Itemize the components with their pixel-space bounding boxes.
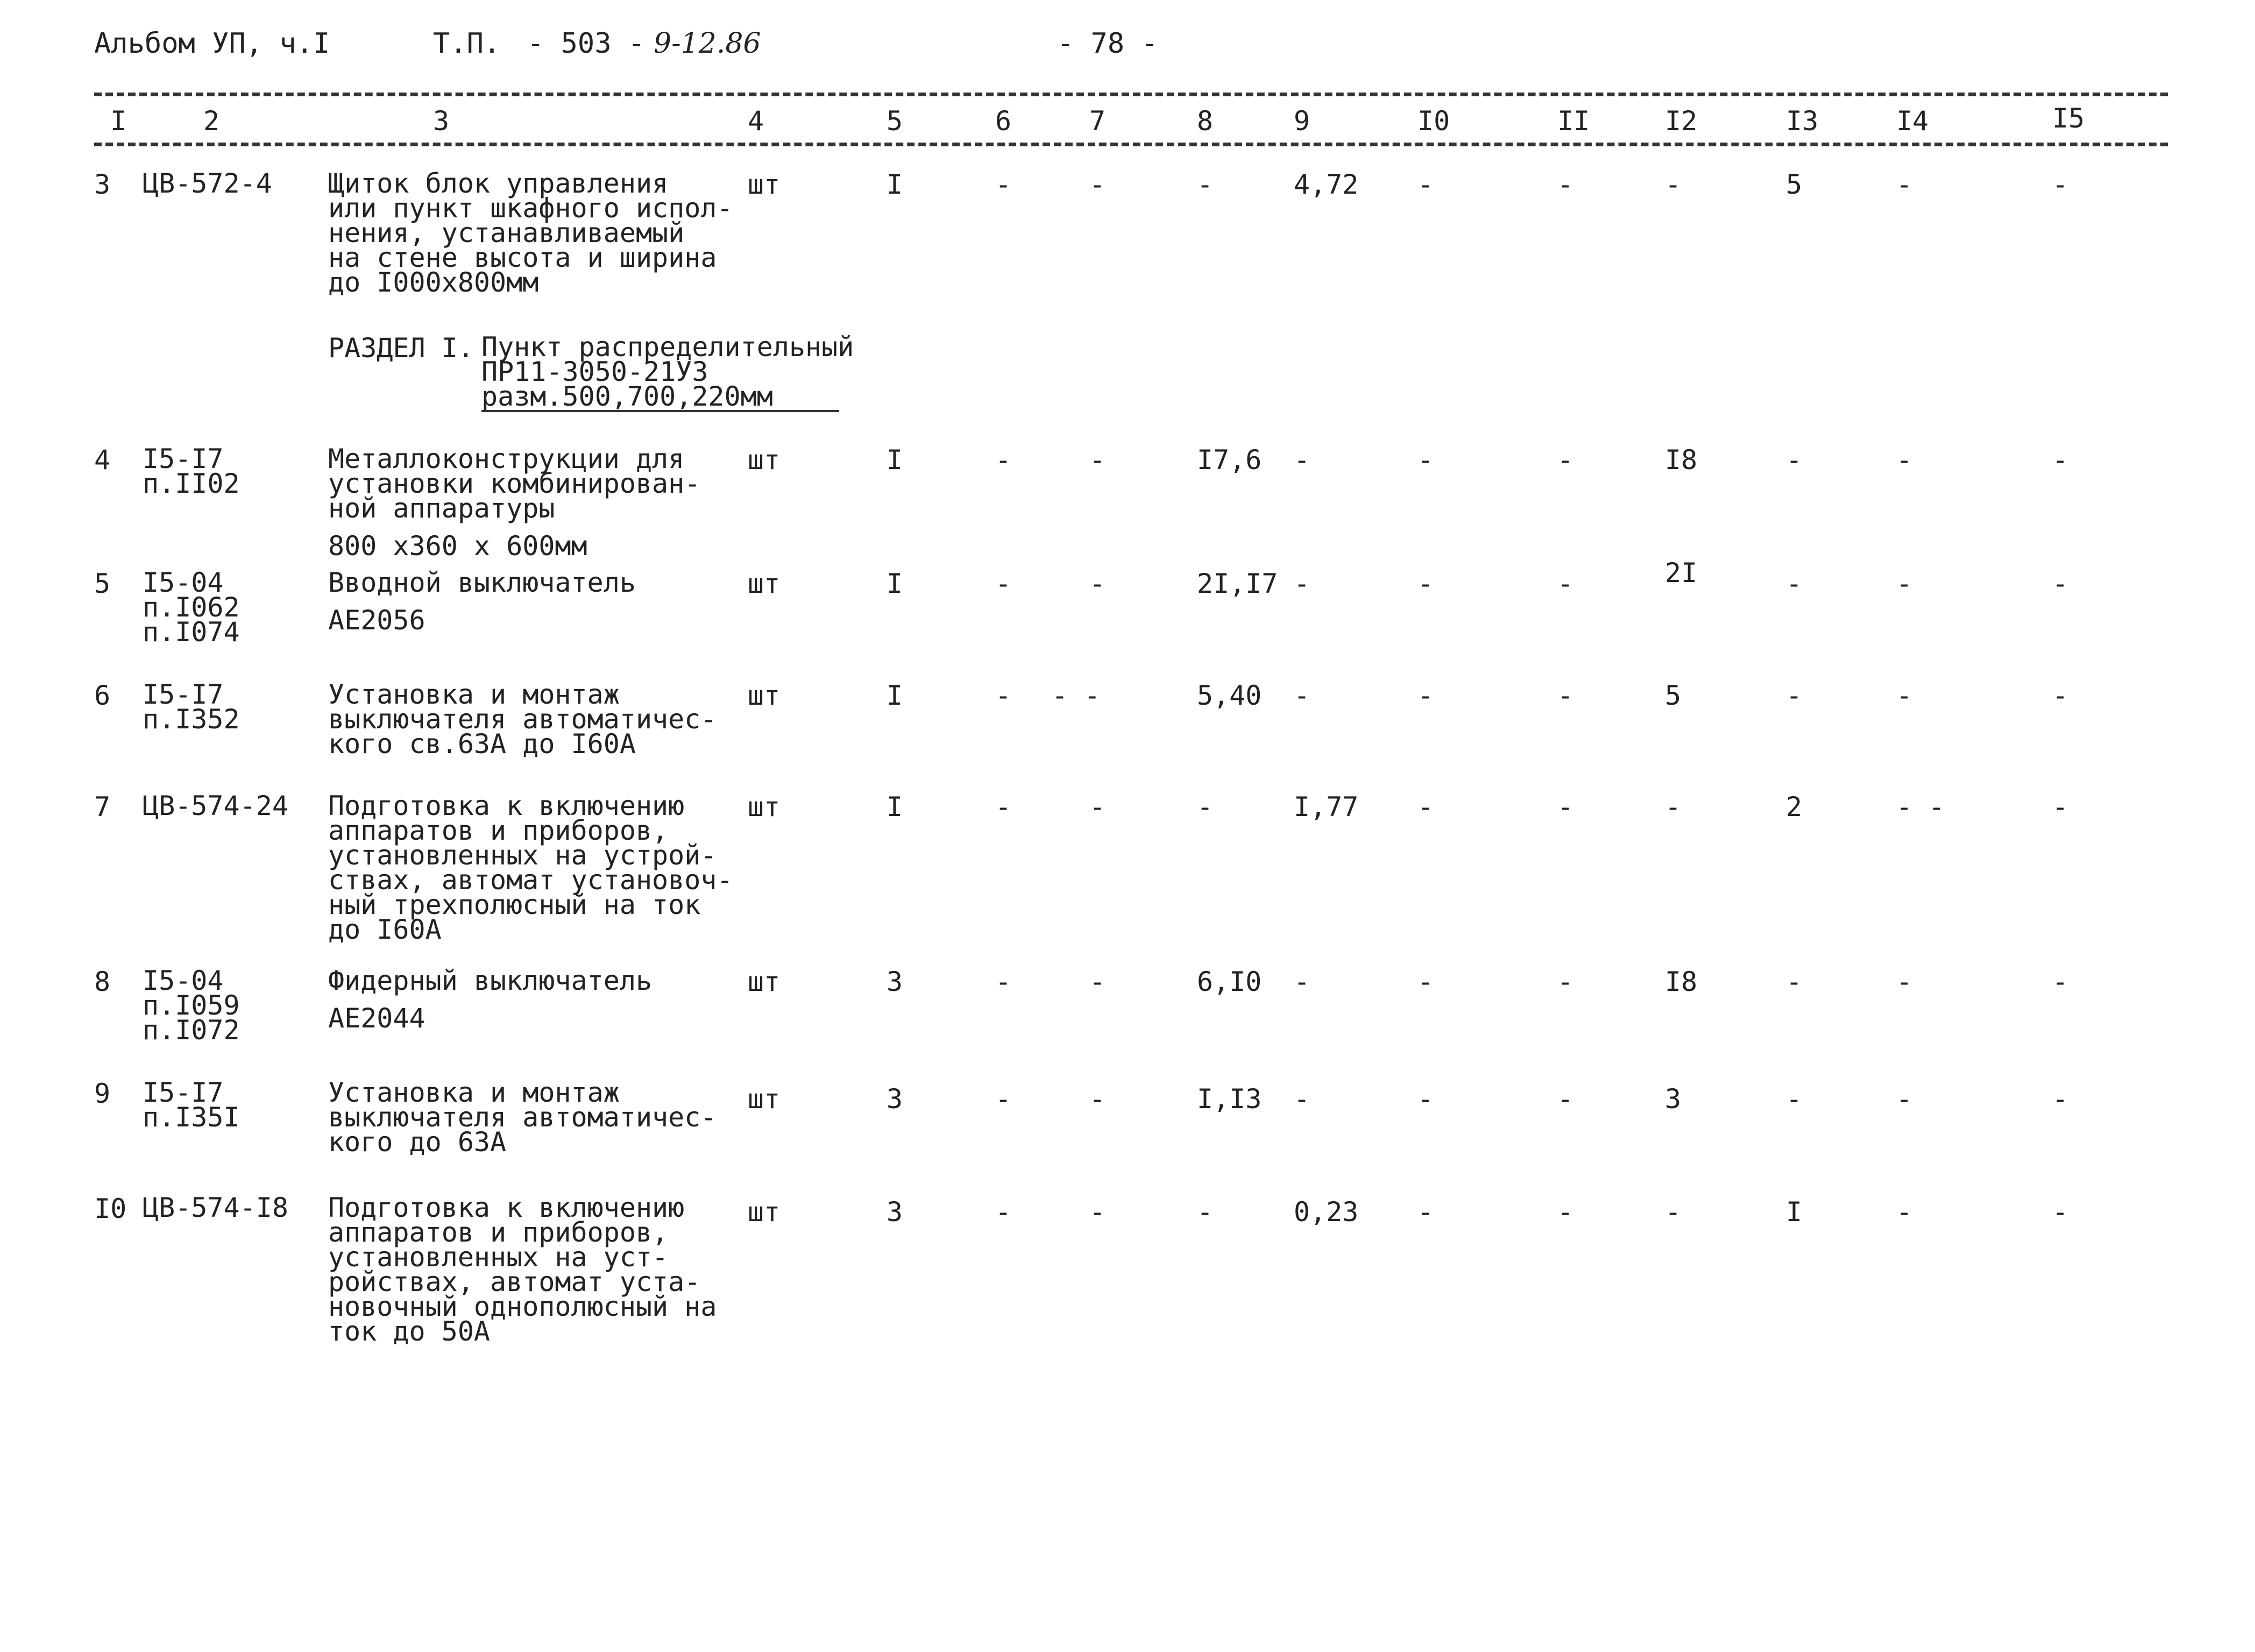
row-col10: - (1417, 966, 1434, 997)
row-col10: - (1417, 791, 1434, 823)
col-header-11: II (1557, 105, 1590, 137)
row-col8: 5,40 (1197, 680, 1262, 711)
col-header-10: I0 (1417, 105, 1450, 137)
row-col15: - (2052, 680, 2069, 711)
row-quantity: I (887, 680, 903, 711)
row-code: I5-04 п.I059 п.I072 (143, 965, 240, 1046)
col-header-6: 6 (995, 105, 1012, 137)
row-unit: шт (748, 680, 781, 711)
row-col12: I8 (1665, 966, 1698, 997)
row-col9: - (1294, 1083, 1310, 1115)
row-col13: - (1786, 966, 1803, 997)
row-number: 4 (94, 444, 111, 476)
row-col9: I,77 (1294, 791, 1359, 823)
row-unit: шт (748, 791, 781, 823)
row-col12: 5 (1665, 680, 1682, 711)
row-code: I5-I7 п.I35I (143, 1077, 240, 1133)
row-number: 3 (94, 169, 111, 200)
row-col9: 4,72 (1294, 169, 1359, 200)
row-col14: - (1896, 444, 1913, 476)
header-top-rule (94, 93, 2168, 96)
row-col11: - (1557, 680, 1574, 711)
row-col10: - (1417, 169, 1434, 200)
row-number: 7 (94, 791, 111, 823)
row-col12: 2I (1665, 557, 1698, 589)
row-col12: - (1665, 169, 1682, 200)
row-col12: - (1665, 791, 1682, 823)
row-description: Щиток блок управления или пункт шкафного испол- нения, устанавливаемый на стене высота и ширина до I000x800мм (328, 168, 733, 298)
row-col11: - (1557, 791, 1574, 823)
col-header-14: I4 (1896, 105, 1929, 137)
row-col13: - (1786, 568, 1803, 599)
row-description: Установка и монтаж выключателя автоматичес- кого св.63А до I60А (328, 679, 717, 760)
row-description: Установка и монтаж выключателя автоматичес- кого до 63А (328, 1077, 717, 1158)
album-label: Альбом УП, ч.I (94, 27, 330, 60)
row-col15: - (2052, 1196, 2069, 1228)
row-col10: - (1417, 444, 1434, 476)
row-quantity: I (887, 568, 903, 599)
row-unit: шт (748, 169, 781, 200)
row-col12: 3 (1665, 1083, 1682, 1115)
row-unit: шт (748, 966, 781, 997)
row-col13: 2 (1786, 791, 1803, 823)
row-col7: - (1089, 1083, 1106, 1115)
col-header-13: I3 (1786, 105, 1819, 137)
row-col10: - (1417, 1196, 1434, 1228)
row-description-extra: 800 x360 x 600мм (328, 530, 587, 562)
row-col9: - (1294, 568, 1310, 599)
row-code: ЦВ-574-I8 (143, 1192, 288, 1223)
row-col11: - (1557, 444, 1574, 476)
row-col15: - (2052, 568, 2069, 599)
row-quantity: 3 (887, 1196, 903, 1228)
row-col13: - (1786, 1083, 1803, 1115)
col-header-5: 5 (887, 105, 903, 137)
row-col6: - (995, 1196, 1012, 1228)
row-description: Вводной выключатель (328, 567, 636, 598)
row-quantity: I (887, 169, 903, 200)
row-col13: I (1786, 1196, 1803, 1228)
row-col9: 0,23 (1294, 1196, 1359, 1228)
row-col14: - - (1896, 791, 1945, 823)
row-col8: I7,6 (1197, 444, 1262, 476)
row-col11: - (1557, 966, 1574, 997)
row-col8: - (1197, 169, 1214, 200)
row-col12: I8 (1665, 444, 1698, 476)
col-header-12: I2 (1665, 105, 1698, 137)
row-code: I5-04 п.I062 п.I074 (143, 567, 240, 648)
project-prefix: Т.П. (433, 27, 501, 60)
row-col14: - (1896, 1083, 1913, 1115)
col-header-2: 2 (203, 105, 220, 137)
row-col8: I,I3 (1197, 1083, 1262, 1115)
row-col14: - (1896, 966, 1913, 997)
row-col11: - (1557, 1196, 1574, 1228)
project-number: - 503 - (527, 27, 646, 60)
row-col15: - (2052, 791, 2069, 823)
col-header-1: I (110, 105, 127, 137)
row-col13: 5 (1786, 169, 1803, 200)
row-col12: - (1665, 1196, 1682, 1228)
row-col6: - (995, 1083, 1012, 1115)
row-col11: - (1557, 568, 1574, 599)
row-col15: - (2052, 1083, 2069, 1115)
row-quantity: 3 (887, 1083, 903, 1115)
section-underline (481, 410, 839, 412)
row-col11: - (1557, 1083, 1574, 1115)
row-unit: шт (748, 1196, 781, 1228)
row-col6: - (995, 169, 1012, 200)
row-col8: 2I,I7 (1197, 568, 1278, 599)
row-col13: - (1786, 444, 1803, 476)
row-description: Фидерный выключатель (328, 965, 653, 996)
row-col15: - (2052, 966, 2069, 997)
row-col14: - (1896, 169, 1913, 200)
row-description-extra: АЕ2056 (328, 605, 426, 636)
row-description-extra: АЕ2044 (328, 1003, 426, 1034)
row-unit: шт (748, 1083, 781, 1115)
row-col7: - (1089, 1196, 1106, 1228)
row-col7: - (1089, 791, 1106, 823)
col-header-4: 4 (748, 105, 764, 137)
row-col9: - (1294, 680, 1310, 711)
row-col9: - (1294, 966, 1310, 997)
row-col10: - (1417, 568, 1434, 599)
row-code: I5-I7 п.II02 (143, 443, 240, 499)
row-col6: - (995, 444, 1012, 476)
row-col13: - (1786, 680, 1803, 711)
row-col7: - (1089, 169, 1106, 200)
row-col15: - (2052, 169, 2069, 200)
col-header-8: 8 (1197, 105, 1214, 137)
row-col14: - (1896, 1196, 1913, 1228)
row-description: Металлоконструкции для установки комбинирован- ной аппаратуры (328, 443, 701, 524)
row-number: 8 (94, 966, 111, 997)
row-col9: - (1294, 444, 1310, 476)
row-col7: - (1089, 568, 1106, 599)
row-code: ЦВ-574-24 (143, 790, 288, 821)
col-header-9: 9 (1294, 105, 1310, 137)
row-description: Подготовка к включению аппаратов и приборов, установленных на устрой- ствах, автомат установоч- ный трехполюсный на ток до I60А (328, 790, 733, 945)
section-title: Пункт распределительный ПР11-3050-21У3 разм.500,700,220мм (481, 331, 854, 412)
row-col10: - (1417, 1083, 1434, 1115)
row-col14: - (1896, 680, 1913, 711)
row-code: I5-I7 п.I352 (143, 679, 240, 735)
row-number: 6 (94, 680, 111, 711)
header-bottom-rule (94, 143, 2168, 146)
row-col6: - (995, 966, 1012, 997)
row-quantity: 3 (887, 966, 903, 997)
row-col11: - (1557, 169, 1574, 200)
row-quantity: I (887, 791, 903, 823)
row-number: 5 (94, 568, 111, 599)
row-number: 9 (94, 1078, 111, 1109)
row-unit: шт (748, 568, 781, 599)
row-unit: шт (748, 444, 781, 476)
row-col14: - (1896, 568, 1913, 599)
row-col8: 6,I0 (1197, 966, 1262, 997)
col-header-15: I5 (2052, 103, 2085, 134)
row-col7: - (1089, 444, 1106, 476)
row-col8: - (1197, 791, 1214, 823)
project-number-handwritten: 9-12.86 (654, 27, 761, 60)
col-header-7: 7 (1089, 105, 1106, 137)
row-col15: - (2052, 444, 2069, 476)
row-number: I0 (94, 1193, 127, 1224)
row-col8: - (1197, 1196, 1214, 1228)
row-col10: - (1417, 680, 1434, 711)
row-code: ЦВ-572-4 (143, 168, 272, 199)
page-number: - 78 - (1057, 27, 1158, 60)
row-col6: - (995, 680, 1012, 711)
row-col7: - (1089, 966, 1106, 997)
row-col7: - - (1052, 680, 1101, 711)
section-prefix: РАЗДЕЛ I. (328, 332, 474, 364)
row-description: Подготовка к включению аппаратов и приборов, установленных на уст- ройствах, автомат уста- новочный однополюсный на ток до 50А (328, 1192, 717, 1347)
row-col6: - (995, 568, 1012, 599)
row-quantity: I (887, 444, 903, 476)
col-header-3: 3 (433, 105, 450, 137)
row-col6: - (995, 791, 1012, 823)
